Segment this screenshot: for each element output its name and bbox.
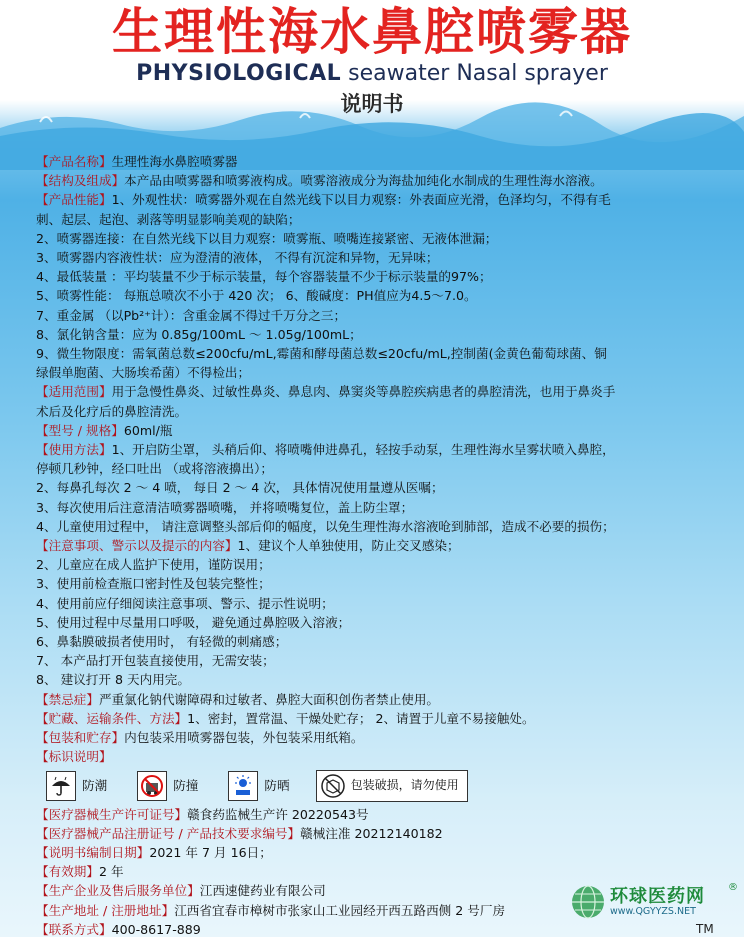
instruction-line	[36, 152, 736, 171]
english-subtitle	[0, 60, 744, 88]
section-text: 江西速健药业有限公司	[199, 883, 326, 899]
instruction-line	[36, 478, 736, 497]
section-text: 1、密封，置常温、干燥处贮存； 2、请置于儿童不易接触处。	[187, 710, 535, 726]
instruction-line	[36, 613, 736, 632]
instruction-line	[36, 229, 736, 248]
section-text: 9、微生物限度：需氧菌总数≤200cfu/mL,霉菌和酵母菌总数≤20cfu/mL,控制菌(金黄色葡萄球菌、铜	[36, 346, 607, 362]
section-text: 3、使用前检查瓶口密封性及包装完整性；	[36, 576, 271, 592]
section-heading: 【联系方式】	[36, 921, 112, 937]
instruction-line	[36, 670, 736, 689]
section-heading: 【产品性能】	[36, 192, 112, 208]
section-text: 8、 建议打开 8 天内用完。	[36, 672, 190, 688]
instruction-line	[36, 555, 736, 574]
watermark-logo	[570, 882, 740, 922]
registration-line	[36, 824, 736, 843]
section-text: 60ml/瓶	[123, 422, 173, 438]
section-heading: 【注意事项、警示以及提示的内容】	[36, 538, 238, 554]
section-text: 用于急慢性鼻炎、过敏性鼻炎、鼻息肉、鼻窦炎等鼻腔疾病患者的鼻腔清洗，也用于鼻炎手	[111, 384, 616, 400]
subtitle-bold: PHYSIOLOGICAL	[136, 61, 342, 86]
section-heading: 【禁忌症】	[36, 691, 99, 707]
globe-icon	[570, 884, 606, 920]
instruction-line	[36, 440, 736, 459]
section-text: 3、每次使用后注意清洁喷雾器喷嘴， 并将喷嘴复位，盖上防尘罩；	[36, 499, 414, 515]
watermark-url: www.QGYYZS.NET	[610, 906, 696, 917]
section-text: 7、 本产品打开包装直接使用，无需安装；	[36, 653, 275, 669]
broken-package-notice	[316, 770, 468, 802]
section-heading: 【贮藏、运输条件、方法】	[36, 710, 188, 726]
section-text: 刺、起层、起泡、剥落等明显影响美观的缺陷；	[36, 211, 301, 227]
instruction-line	[36, 382, 736, 401]
instruction-line	[36, 632, 736, 651]
header	[0, 0, 744, 150]
section-text: 本产品由喷雾器和喷雾液构成。喷雾溶液成分为海盐加纯化水制成的生理性海水溶液。	[124, 173, 603, 189]
section-text: 2、喷雾器连接：在自然光线下以目力观察：喷雾瓶、喷嘴连接紧密、无液体泄漏；	[36, 230, 498, 246]
section-text: 江西省宜春市樟树市张家山工业园经开西五路西侧 2 号厂房	[174, 902, 506, 918]
section-text: 术后及化疗后的鼻腔清洗。	[36, 403, 188, 419]
sun-icon	[228, 771, 258, 801]
instruction-line	[36, 747, 736, 766]
watermark-registered: ®	[728, 882, 738, 893]
section-text: 7、重金属 （以Pb²⁺计）：含重金属不得过千万分之三；	[36, 307, 347, 323]
section-text: 5、使用过程中尽量用口呼吸， 避免通过鼻腔吸入溶液；	[36, 614, 351, 630]
instruction-line	[36, 267, 736, 286]
section-text: 2、每鼻孔每次 2 ～ 4 喷， 每日 2 ～ 4 次， 具体情况使用量遵从医嘱；	[36, 480, 444, 496]
section-heading: 【医疗器械生产许可证号】	[36, 806, 188, 822]
instruction-line	[36, 286, 736, 305]
instruction-line	[36, 306, 736, 325]
instruction-content	[36, 152, 736, 939]
section-text: 400-8617-889	[111, 921, 201, 937]
instruction-lines	[36, 152, 736, 767]
section-heading: 【使用方法】	[36, 442, 112, 458]
trademark-mark: TM	[696, 922, 714, 936]
instruction-line	[36, 690, 736, 709]
section-text: 赣食药监械生产许 20220543号	[187, 806, 369, 822]
registration-line	[36, 862, 736, 881]
instruction-line	[36, 728, 736, 747]
section-text: 2 年	[98, 864, 124, 880]
instruction-line	[36, 344, 736, 363]
instruction-line	[36, 536, 736, 555]
instruction-line	[36, 517, 736, 536]
product-title: 生理性海水鼻腔喷雾器	[112, 3, 632, 61]
section-text: 停顿几秒钟，经口吐出 （或将溶液擤出）；	[36, 461, 273, 477]
section-heading: 【型号 / 规格】	[36, 422, 124, 438]
impact-label: 防撞	[173, 777, 199, 793]
section-text: 内包装采用喷雾器包装，外包装采用纸箱。	[124, 730, 364, 746]
section-heading: 【说明书编制日期】	[36, 844, 150, 860]
broken-package-icon	[321, 774, 345, 798]
section-text: 2、儿童应在成人监护下使用，谨防误用；	[36, 557, 271, 573]
section-heading: 【标识说明】	[36, 749, 112, 765]
section-text: 8、氯化钠含量：应为 0.85g/100mL ～ 1.05g/100mL；	[36, 326, 362, 342]
umbrella-icon	[46, 771, 76, 801]
instruction-line	[36, 210, 736, 229]
section-text: 绿假单胞菌、大肠埃希菌）不得检出；	[36, 365, 251, 381]
section-heading: 【生产企业及售后服务单位】	[36, 883, 200, 899]
instruction-line	[36, 498, 736, 517]
section-text: 严重氯化钠代谢障碍和过敏者、鼻腔大面积创伤者禁止使用。	[98, 691, 439, 707]
section-heading: 【结构及组成】	[36, 173, 125, 189]
manual-label: 说明书	[340, 92, 404, 116]
registration-line	[36, 920, 736, 939]
section-text: 1、建议个人单独使用，防止交叉感染；	[237, 538, 460, 554]
moisture-label: 防潮	[82, 777, 108, 793]
section-heading: 【适用范围】	[36, 384, 112, 400]
instruction-line	[36, 651, 736, 670]
section-heading: 【产品名称】	[36, 154, 112, 169]
section-text: 3、喷雾器内容液性状：应为澄清的液体， 不得有沉淀和异物，无异味；	[36, 250, 439, 266]
section-text: 1、外观性状：喷雾器外观在自然光线下以目力观察：外表面应光滑，色泽均匀，不得有毛	[111, 192, 611, 208]
instruction-line	[36, 459, 736, 478]
section-text: 2021 年 7 月 16日；	[149, 844, 272, 860]
registration-line	[36, 805, 736, 824]
section-text: 4、儿童使用过程中， 请注意调整头部后仰的幅度，以免生理性海水溶液呛到肺部，造成不必要的损伤；	[36, 518, 615, 534]
instruction-line	[36, 574, 736, 593]
instruction-line	[36, 325, 736, 344]
symbol-row	[36, 770, 736, 802]
section-text: 5、喷雾性能： 每瓶总喷次不小于 420 次； 6、酸碱度：PH值应为4.5～7.0。	[36, 288, 477, 304]
subtitle-rest: seawater Nasal sprayer	[341, 61, 608, 86]
instruction-line	[36, 171, 736, 190]
instruction-line	[36, 709, 736, 728]
instruction-line	[36, 594, 736, 613]
registration-line	[36, 843, 736, 862]
instruction-line	[36, 190, 736, 209]
instruction-line	[36, 421, 736, 440]
section-heading: 【医疗器械产品注册证号 / 产品技术要求编号】	[36, 825, 301, 841]
section-text: 4、使用前应仔细阅读注意事项、警示、提示性说明；	[36, 595, 334, 611]
instruction-line	[36, 402, 736, 421]
section-text: 生理性海水鼻腔喷雾器	[111, 154, 238, 169]
sun-label: 防晒	[264, 777, 290, 793]
section-text: 4、最低装量 ：平均装量不少于标示装量，每个容器装量不少于标示装量的97%；	[36, 269, 492, 285]
instruction-line	[36, 248, 736, 267]
section-text: 1、开启防尘罩， 头稍后仰、将喷嘴伸进鼻孔，轻按手动泵，生理性海水呈雾状喷入鼻腔，	[111, 442, 615, 458]
watermark-name: 环球医药网	[610, 886, 705, 907]
broken-package-label: 包装破损，请勿使用	[350, 777, 459, 792]
section-text: 6、鼻黏膜破损者使用时， 有轻微的刺痛感；	[36, 634, 288, 650]
section-heading: 【包装和贮存】	[36, 730, 125, 746]
section-text: 赣械注准 20212140182	[300, 825, 443, 841]
section-heading: 【有效期】	[36, 864, 99, 880]
no-impact-icon	[137, 771, 167, 801]
section-heading: 【生产地址 / 注册地址】	[36, 902, 175, 918]
instruction-line	[36, 363, 736, 382]
